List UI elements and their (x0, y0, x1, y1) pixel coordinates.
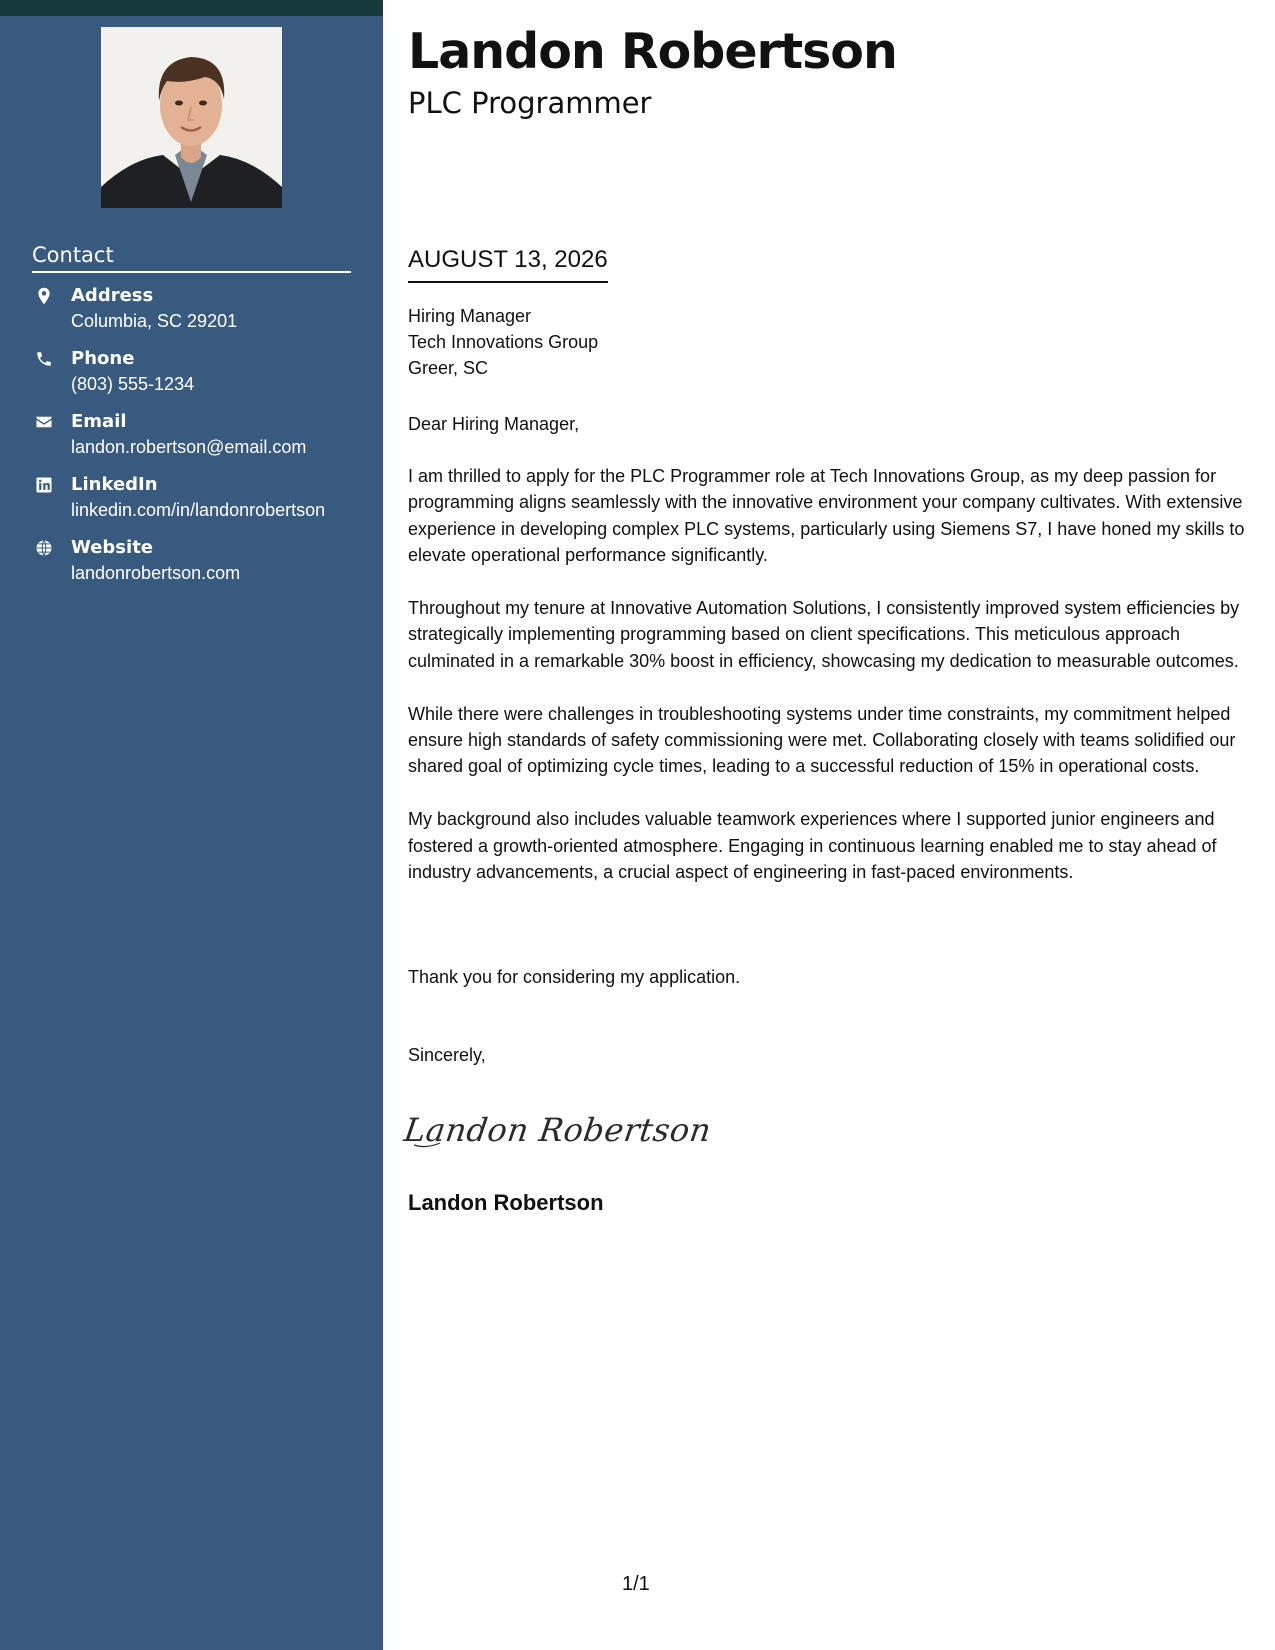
contact-label: Phone (71, 348, 135, 369)
page-number: 1/1 (622, 1573, 650, 1595)
linkedin-icon (35, 476, 53, 494)
sidebar (0, 0, 383, 1650)
applicant-name: Landon Robertson (408, 23, 897, 80)
contact-value: landonrobertson.com (71, 563, 241, 583)
contact-value: (803) 555-1234 (71, 374, 195, 394)
contact-label: LinkedIn (71, 474, 158, 495)
contact-heading: Contact (32, 240, 351, 273)
contact-item-address (32, 284, 362, 347)
contact-label: Email (71, 411, 127, 432)
closing-thanks: Thank you for considering my application. (408, 967, 741, 987)
signer-name: Landon Robertson (408, 1190, 604, 1215)
contact-item-linkedin (32, 473, 362, 536)
map-pin-icon (35, 287, 53, 305)
body-paragraph: While there were challenges in troubleshooting systems under time constraints, my commitment helped ensure high standards of safety commissioning were met. Collaborating closely with teams solidified our shared goal of optimizing cycle times, leading to a successful reduction of 15% in operational costs. (408, 703, 1236, 777)
profile-photo (101, 27, 282, 208)
contact-item-phone (32, 347, 362, 410)
sign-off: Sincerely, (408, 1045, 486, 1065)
contact-value: landon.robertson@email.com (71, 437, 307, 457)
body-paragraph: I am thrilled to apply for the PLC Programmer role at Tech Innovations Group, as my deep passion for programming aligns seamlessly with the innovative environment your company cultivates. With extensive experience in developing complex PLC systems, particularly using Siemens S7, I have honed my skills to elevate operational performance significantly. (408, 466, 1245, 566)
recipient-line: Tech Innovations Group (408, 332, 599, 352)
contact-label: Address (71, 285, 154, 306)
contact-item-website (32, 536, 362, 599)
svg-text:Landon Robertson: Landon Robertson (401, 1111, 714, 1149)
envelope-icon (35, 413, 53, 431)
contact-label: Website (71, 537, 154, 558)
globe-icon (35, 539, 53, 557)
phone-icon (35, 350, 53, 368)
body-paragraph: Throughout my tenure at Innovative Automation Solutions, I consistently improved system efficiencies by strategically implementing programming based on client specifications. This meticulous approach culminated in a remarkable 30% boost in efficiency, showcasing my dedication to measurable outcomes. (408, 598, 1240, 671)
contact-list (32, 284, 362, 599)
job-title: PLC Programmer (408, 86, 652, 120)
contact-item-email (32, 410, 362, 473)
recipient-line: Hiring Manager (408, 306, 532, 326)
letter-date: AUGUST 13, 2026 (408, 243, 608, 283)
recipient-block (408, 303, 598, 381)
recipient-line: Greer, SC (408, 358, 489, 378)
letter-body (408, 463, 1253, 912)
body-paragraph: My background also includes valuable teamwork experiences where I supported junior engineers and fostered a growth-oriented atmosphere. Engaging in continuous learning enabled me to stay ahead of industry advancements, a crucial aspect of engineering in fast-paced environments. (408, 809, 1217, 883)
sidebar-top-bar (0, 0, 383, 16)
contact-value: linkedin.com/in/landonrobertson (71, 500, 326, 520)
contact-value: Columbia, SC 29201 (71, 311, 238, 331)
handwritten-signature (401, 1105, 714, 1155)
salutation: Dear Hiring Manager, (408, 414, 580, 434)
